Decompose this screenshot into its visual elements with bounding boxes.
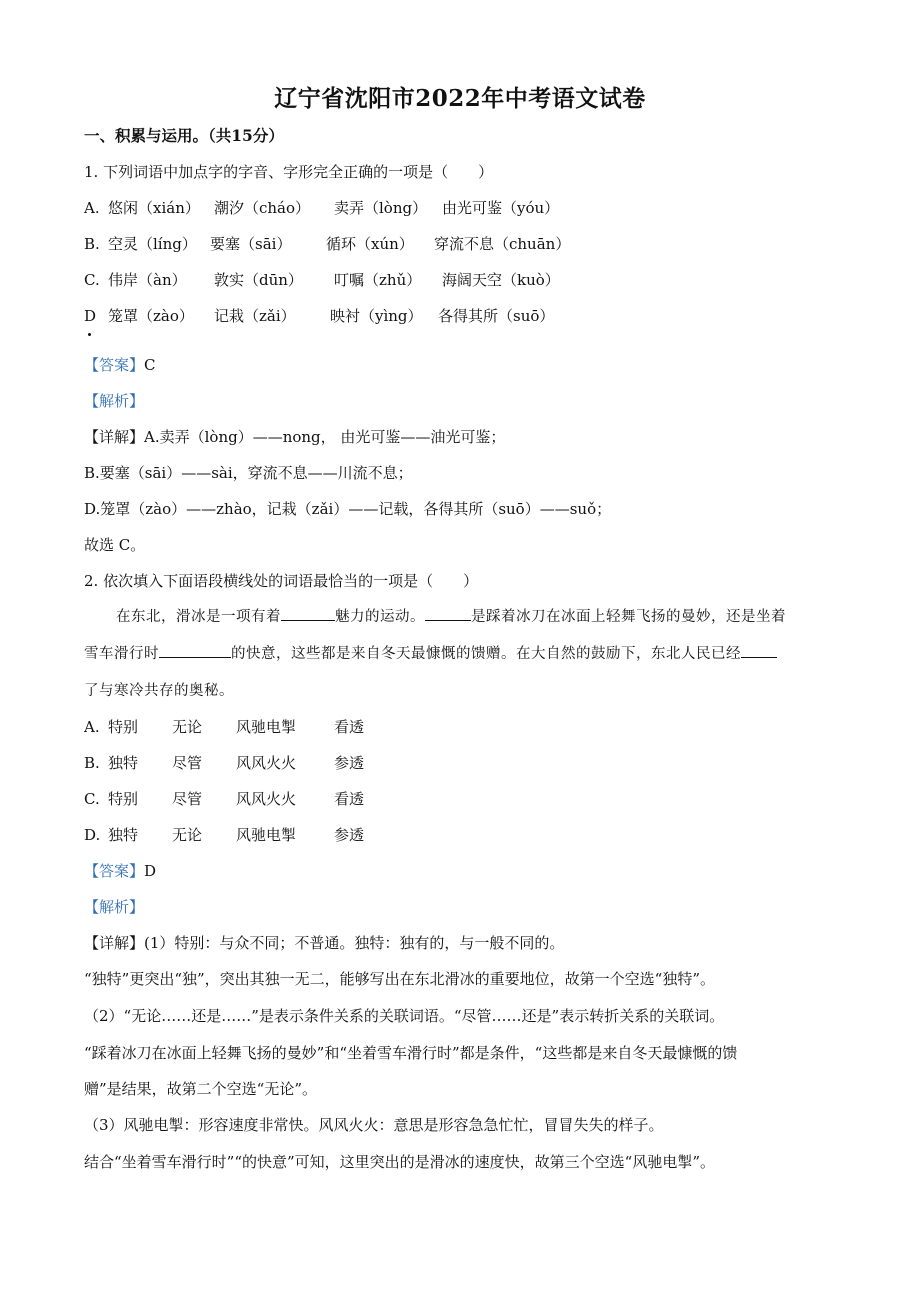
q1-answer [84,354,156,376]
option-item: 风风火火 [236,754,297,772]
option-label: A. [84,199,100,217]
q2-detail-line: （2）“无论……还是……”是表示条件关系的关联词语。“尽管……还是”表示转折关系的关联词。 [84,1007,725,1025]
option-item: 悠闲（xián） [108,199,200,217]
option-item: 尽管 [172,790,203,808]
q2-passage-line: 了与寒冷共存的奥秘。 [84,683,234,699]
option-label: A. [84,718,100,736]
option-item: 卖弄（lòng） [334,199,428,217]
q1-detail-line: B.要塞（sāi）——sài，穿流不息——川流不息； [84,464,413,482]
q2-analysis-tag: 【解析】 [84,898,145,916]
q1-analysis-tag: 【解析】 [84,392,145,410]
option-item: 无论 [172,826,203,844]
option-item: 穿流不息（chuān） [434,235,571,253]
passage-text: 在东北，滑冰是一项有着 [116,609,281,625]
detail-text: A.卖弄（lòng）——nong， 由光可鉴——油光可鉴； [144,428,506,446]
option-item: 特别 [108,790,139,808]
option-item: 风风火火 [236,790,297,808]
passage-text: 雪车滑行时 [84,646,159,662]
option-label: B. [84,754,100,772]
detail-tag: 【详解】 [84,934,145,952]
option-item: 笼罩（zào） [108,307,194,325]
q2-passage-line [116,606,786,628]
option-item: 循环（xún） [326,235,414,253]
option-item: 叮嘱（zhǔ） [334,271,422,289]
passage-text: 是踩着冰刀在冰面上轻舞飞扬的曼妙，还是坐着 [471,609,786,625]
q1-detail-line: 故选 C。 [84,536,146,554]
option-label: C. [84,790,100,808]
option-item: 要塞（sāi） [210,235,292,253]
option-item: 由光可鉴（yóu） [442,199,560,217]
q2-passage-line [84,643,777,665]
option-label: D. [84,826,101,844]
passage-text: 的快意，这些都是来自冬天最慷慨的馈赠。在大自然的鼓励下，东北人民已经 [231,646,741,662]
fill-blank [159,643,231,658]
option-item: 海阔天空（kuò） [442,271,560,289]
q2-answer [84,860,156,882]
fill-blank [741,643,777,658]
option-item: 风驰电掣 [236,826,297,844]
option-item: 潮汐（cháo） [214,199,311,217]
detail-text: (1）特别：与众不同；不普通。独特：独有的，与一般不同的。 [144,934,565,952]
q2-detail-line: 结合“坐着雪车滑行时”“的快意”可知，这里突出的是滑冰的速度快，故第三个空选“风驰电掣”。 [84,1153,716,1171]
q1-detail-line: D.笼罩（zào）——zhào，记栽（zǎi）——记载，各得其所（suō）——suǒ； [84,500,612,518]
option-item: 独特 [108,826,139,844]
page-title: 辽宁省沈阳市2022年中考语文试卷 [274,85,646,112]
fill-blank [425,606,471,621]
answer-tag: 【答案】 [84,356,145,374]
option-label: D [84,307,97,325]
answer-value: C [144,356,156,374]
option-item: 空灵（líng） [108,235,197,253]
fill-blank [281,606,335,621]
option-item: 敦实（dūn） [214,271,303,289]
emphasis-dot [88,333,91,336]
option-item: 无论 [172,718,203,736]
option-item: 风驰电掣 [236,718,297,736]
option-item: 参透 [334,826,365,844]
option-item: 映衬（yìng） [330,307,423,325]
option-item: 记栽（zǎi） [214,307,296,325]
option-item: 尽管 [172,754,203,772]
option-label: B. [84,235,100,253]
question-1-stem: 1. 下列词语中加点字的字音、字形完全正确的一项是（ ） [84,163,494,181]
option-item: 特别 [108,718,139,736]
q2-detail-line: （3）风驰电掣：形容速度非常快。风风火火：意思是形容急急忙忙，冒冒失失的样子。 [84,1116,664,1134]
option-item: 各得其所（suō） [438,307,555,325]
q2-detail-line: “独特”更突出“独”，突出其独一无二，能够写出在东北滑冰的重要地位，故第一个空选“独特”。 [84,970,716,988]
answer-tag: 【答案】 [84,862,145,880]
answer-value: D [144,862,157,880]
option-item: 看透 [334,718,365,736]
detail-tag: 【详解】 [84,428,145,446]
q2-detail-line: 赠”是结果，故第二个空选“无论”。 [84,1080,318,1098]
passage-text: 魅力的运动。 [335,609,425,625]
section-heading: 一、积累与运用。（共15分） [84,126,284,145]
option-item: 独特 [108,754,139,772]
option-label: C. [84,271,100,289]
q2-detail-line [84,932,564,954]
q2-detail-line: “踩着冰刀在冰面上轻舞飞扬的曼妙”和“坐着雪车滑行时”都是条件，“这些都是来自冬天最慷慨的馈 [84,1044,738,1062]
option-item: 参透 [334,754,365,772]
q1-detail-line [84,426,505,448]
question-2-stem: 2. 依次填入下面语段横线处的词语最恰当的一项是（ ） [84,572,479,590]
option-item: 伟岸（àn） [108,271,187,289]
option-item: 看透 [334,790,365,808]
